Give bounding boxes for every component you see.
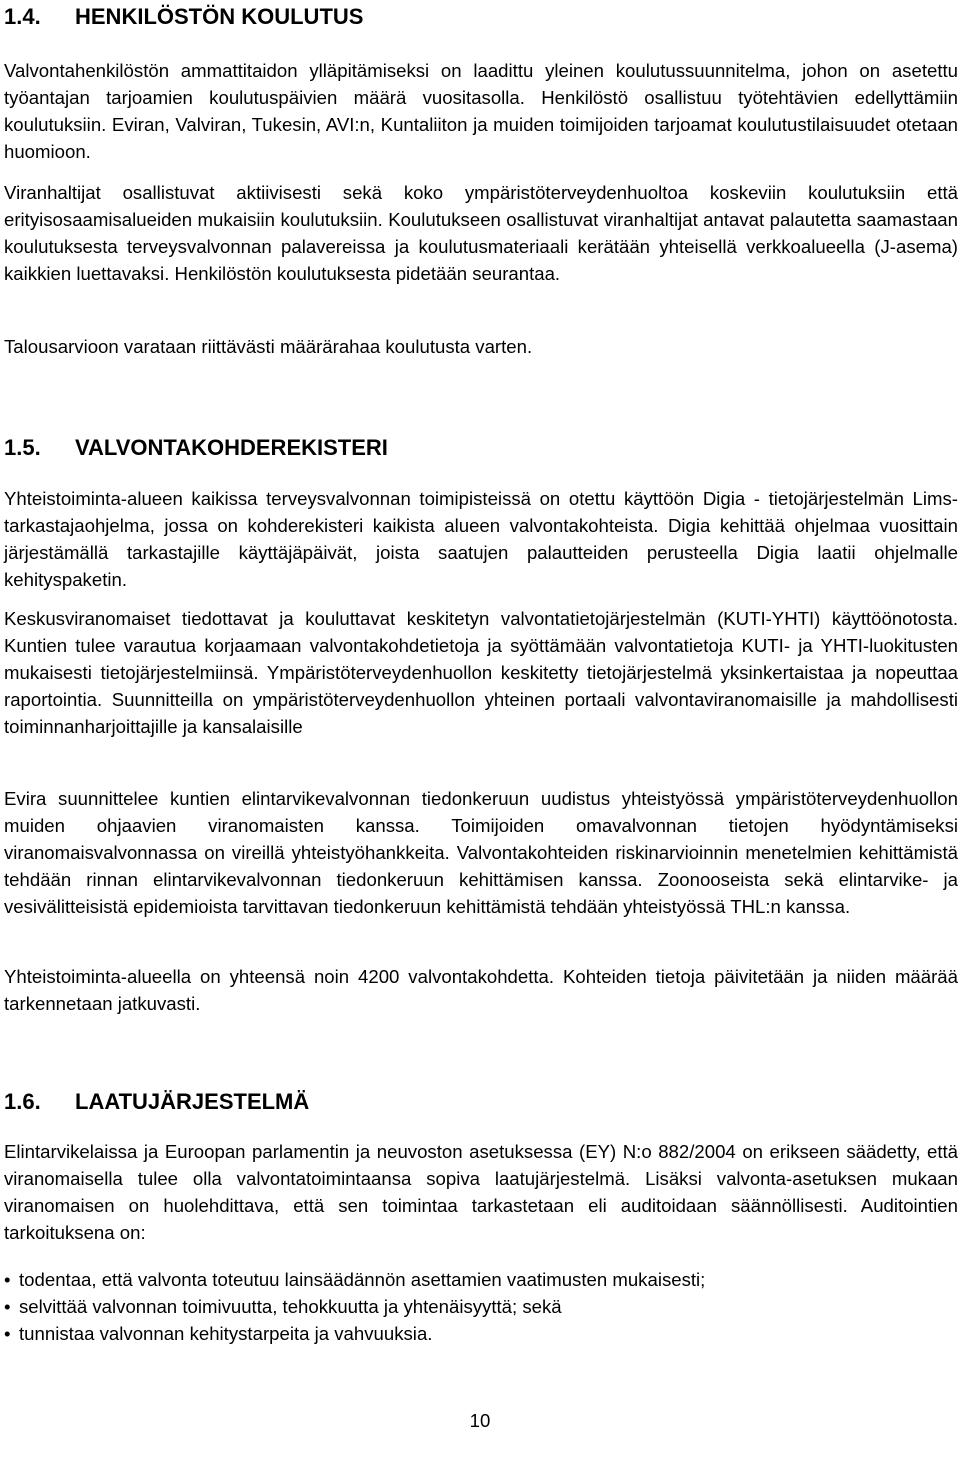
paragraph: Evira suunnittelee kuntien elintarvikevalvonnan tiedonkeruun uudistus yhteistyössä ympäristöterveydenhuollon muiden ohjaavien viranomaisten kanssa. Toimijoiden omavalvonnan tietojen hyödyntämiseksi viranomaisvalvonnassa on vireillä yhteistyöhankkeita. Valvontakohteiden riskinarvioinnin menetelmien kehittämistä tehdään rinnan elintarvikevalvonnan tiedonkeruun kehittämisen kanssa. Zoonooseista sekä elintarvike- ja vesivälitteisistä epidemioista tarvittavan tiedonkeruun kehittämistä tehdään yhteistyössä THL:n kanssa.: [4, 788, 958, 917]
paragraph: Yhteistoiminta-alueella on yhteensä noin 4200 valvontakohdetta. Kohteiden tietoja päivitetään ja niiden määrää tarkennetaan jatkuvasti.: [4, 966, 958, 1014]
section-title: LAATUJÄRJESTELMÄ: [75, 1089, 310, 1114]
section-title: HENKILÖSTÖN KOULUTUS: [75, 4, 364, 29]
section-henkiloston-koulutus: [4, 3, 958, 31]
list-item-text: selvittää valvonnan toimivuutta, tehokkuutta ja yhtenäisyyttä; sekä: [19, 1296, 562, 1317]
section-laatujarjestelma: [4, 1088, 958, 1116]
list-item: [4, 1320, 958, 1347]
page-number: 10: [469, 1410, 491, 1431]
paragraph: Valvontahenkilöstön ammattitaidon ylläpitämiseksi on laadittu yleinen koulutussuunnitelma, johon on asetettu työantajan tarjoamien koulutuspäivien määrä vuositasolla. Henkilöstö osallistuu työtehtävien edellyttämiin koulutuksiin. Eviran, Valviran, Tukesin, AVI:n, Kuntaliiton ja muiden toimijoiden tarjoamat koulutustilaisuudet otetaan huomioon.: [4, 60, 958, 162]
list-item-text: todentaa, että valvonta toteutuu lainsäädännön asettamien vaatimusten mukaisesti;: [19, 1269, 706, 1290]
paragraph: Yhteistoiminta-alueen kaikissa terveysvalvonnan toimipisteissä on otettu käyttöön Digia - tietojärjestelmän Lims-tarkastajaohjelma, jossa on kohderekisteri kaikista alueen valvontakohteista. Digia kehittää ohjelmaa vuosittain järjestämällä tarkastajille käyttäjäpäivät, joista saatujen palautteiden perusteella Digia laatii ohjelmalle kehityspaketin.: [4, 488, 958, 590]
section-heading: [4, 1088, 958, 1116]
bullet-icon: •: [4, 1323, 11, 1344]
list-item-text: tunnistaa valvonnan kehitystarpeita ja vahvuuksia.: [19, 1323, 433, 1344]
section-number: 1.4.: [4, 4, 41, 29]
section-valvontakohderekisteri: [4, 434, 958, 462]
section-heading: [4, 434, 958, 462]
paragraph: Keskusviranomaiset tiedottavat ja kouluttavat keskitetyn valvontatietojärjestelmän (KUTI-YHTI) käyttöönotosta. Kuntien tulee varautua korjaamaan valvontakohdetietoja ja syöttämään valvontatietoja KUTI- ja YHTI-luokitusten mukaisesti tietojärjestelmiinsä. Ympäristöterveydenhuollon keskitetty tietojärjestelmä yksinkertaistaa ja nopeuttaa raportointia. Suunnitteilla on ympäristöterveydenhuollon yhteinen portaali valvontaviranomaisille ja mahdollisesti toiminnanharjoittajille ja kansalaisille: [4, 608, 958, 737]
section-title: VALVONTAKOHDEREKISTERI: [75, 435, 388, 460]
section-number: 1.6.: [4, 1089, 41, 1114]
section-number: 1.5.: [4, 435, 41, 460]
bullet-icon: •: [4, 1269, 11, 1290]
section-heading: [4, 3, 958, 31]
bullet-icon: •: [4, 1296, 11, 1317]
bullet-list: [4, 1266, 958, 1347]
list-item: [4, 1293, 958, 1320]
paragraph: Viranhaltijat osallistuvat aktiivisesti sekä koko ympäristöterveydenhuoltoa koskeviin koulutuksiin että erityisosaamisalueiden mukaisiin koulutuksiin. Koulutukseen osallistuvat viranhaltijat antavat palautetta saamastaan koulutuksesta terveysvalvonnan palavereissa ja koulutusmateriaali kerätään yhteisellä verkkoalueella (J-asema) kaikkien luettavaksi. Henkilöstön koulutuksesta pidetään seurantaa.: [4, 182, 958, 284]
list-item: [4, 1266, 958, 1293]
paragraph: Talousarvioon varataan riittävästi määrärahaa koulutusta varten.: [4, 336, 533, 357]
paragraph: Elintarvikelaissa ja Euroopan parlamentin ja neuvoston asetuksessa (EY) N:o 882/2004 on erikseen säädetty, että viranomaisella tulee olla valvontatoimintaansa sopiva laatujärjestelmä. Lisäksi valvonta-asetuksen mukaan viranomaisen on huolehdittava, että sen toimintaa tarkastetaan eli auditoidaan säännöllisesti. Auditointien tarkoituksena on:: [4, 1141, 958, 1243]
